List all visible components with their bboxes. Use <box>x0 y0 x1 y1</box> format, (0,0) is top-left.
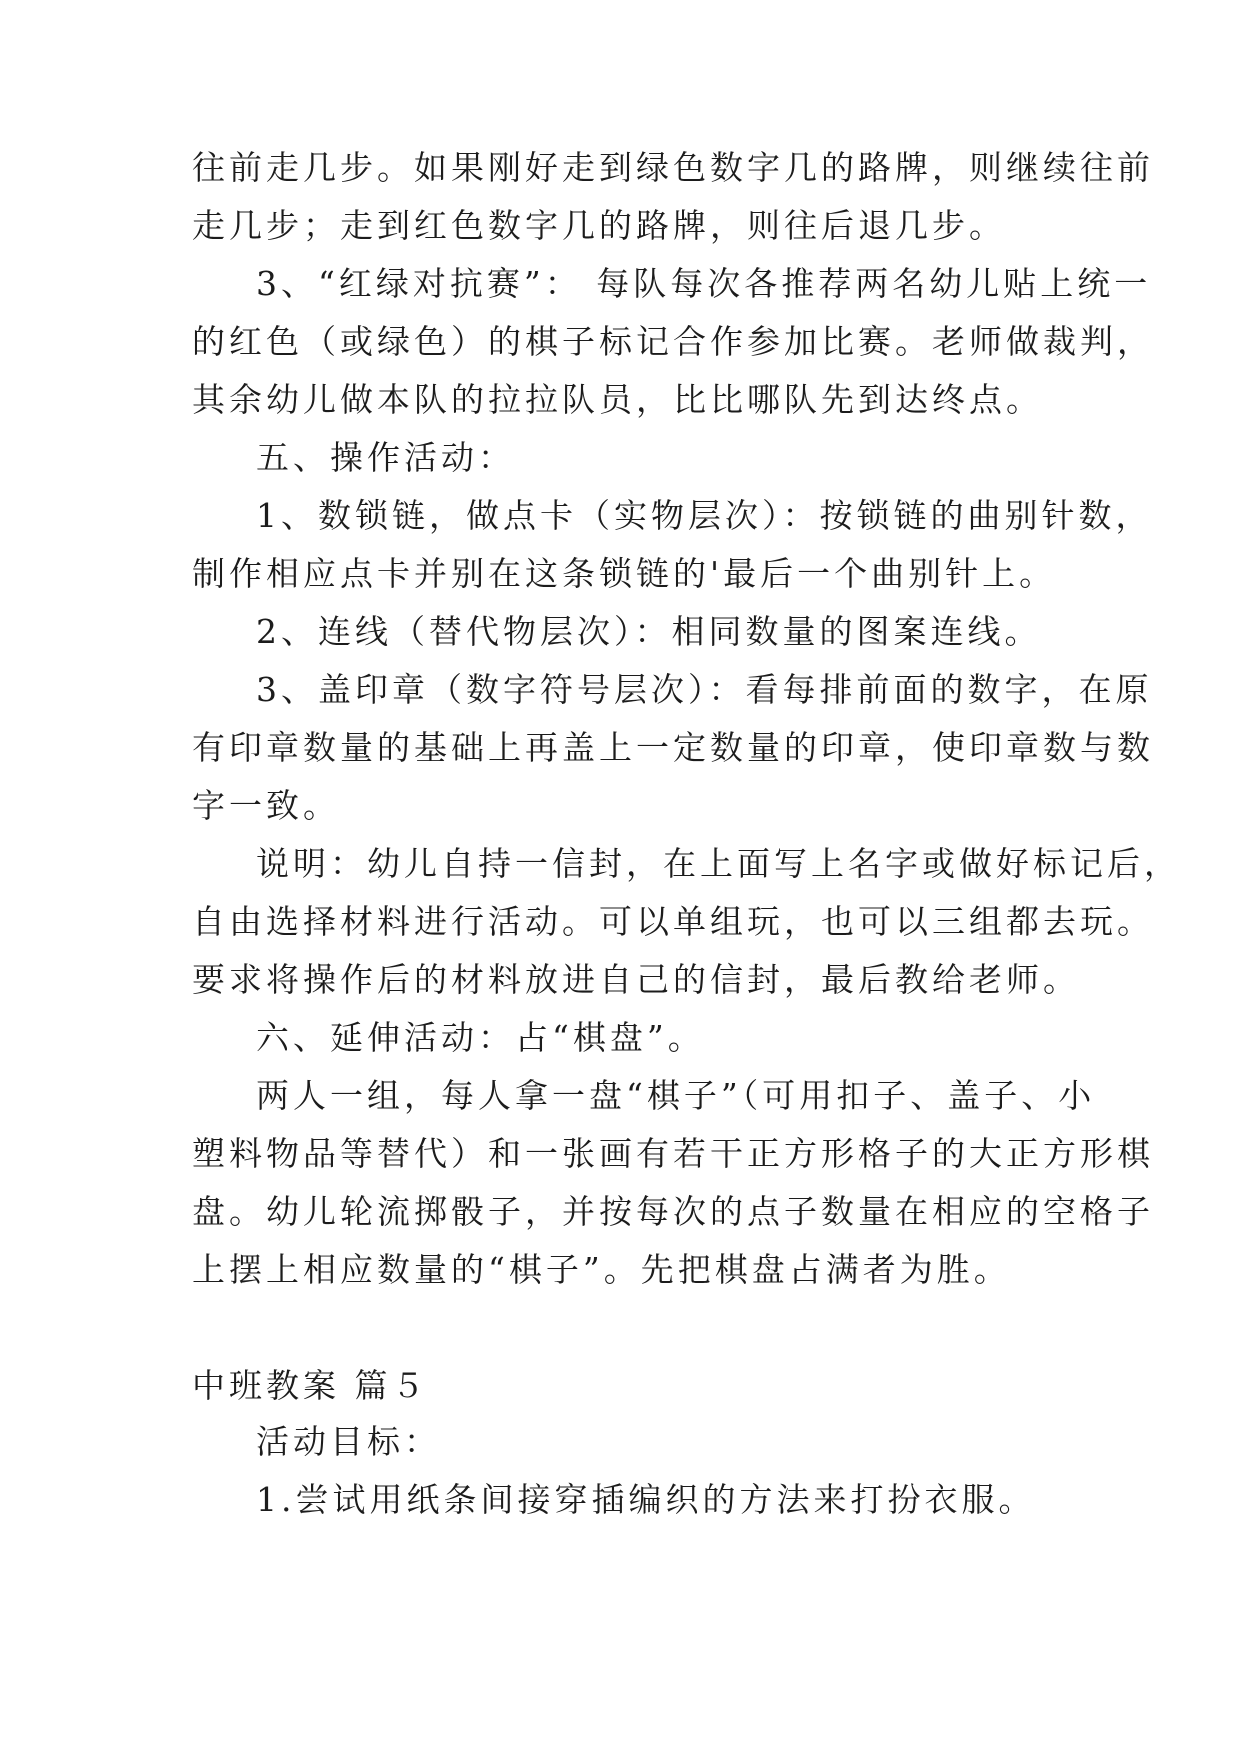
paragraph-line: 要求将操作后的材料放进自己的信封，最后教给老师。 <box>192 960 1080 999</box>
section-heading: 五、操作活动： <box>256 438 515 477</box>
paragraph-line: 1.尝试用纸条间接穿插编织的方法来打扮衣服。 <box>256 1480 1036 1519</box>
article-title: 中班教案 篇５ <box>192 1366 429 1405</box>
paragraph-line: 往前走几步。如果刚好走到绿色数字几的路牌，则继续往前 <box>192 148 1154 187</box>
section-heading: 活动目标： <box>256 1422 441 1461</box>
paragraph-line: 盘。幼儿轮流掷骰子，并按每次的点子数量在相应的空格子 <box>192 1192 1154 1231</box>
paragraph-line: 3、“红绿对抗赛”： 每队每次各推荐两名幼儿贴上统一 <box>256 264 1152 303</box>
paragraph-line: 字一致。 <box>192 786 340 825</box>
paragraph-line: 两人一组，每人拿一盘“棋子”（可用扣子、盖子、小 <box>256 1076 1096 1115</box>
paragraph-line: 3、盖印章（数字符号层次）：看每排前面的数字，在原 <box>256 670 1153 709</box>
paragraph-line: 说明：幼儿自持一信封，在上面写上名字或做好标记后， <box>256 844 1181 883</box>
paragraph-line: 2、连线（替代物层次）：相同数量的图案连线。 <box>256 612 1042 651</box>
section-heading: 六、延伸活动：占“棋盘”。 <box>256 1018 705 1057</box>
paragraph-line: 其余幼儿做本队的拉拉队员，比比哪队先到达终点。 <box>192 380 1043 419</box>
paragraph-line: 1、数锁链，做点卡（实物层次）：按锁链的曲别针数， <box>256 496 1153 535</box>
paragraph-line: 上摆上相应数量的“棋子”。先把棋盘占满者为胜。 <box>192 1250 1011 1289</box>
paragraph-line: 有印章数量的基础上再盖上一定数量的印章，使印章数与数 <box>192 728 1154 767</box>
paragraph-line: 走几步；走到红色数字几的路牌，则往后退几步。 <box>192 206 1006 245</box>
paragraph-line: 的红色（或绿色）的棋子标记合作参加比赛。老师做裁判， <box>192 322 1154 361</box>
paragraph-line: 塑料物品等替代）和一张画有若干正方形格子的大正方形棋 <box>192 1134 1154 1173</box>
paragraph-line: 制作相应点卡并别在这条锁链的'最后一个曲别针上。 <box>192 554 1057 593</box>
paragraph-line: 自由选择材料进行活动。可以单组玩，也可以三组都去玩。 <box>192 902 1154 941</box>
